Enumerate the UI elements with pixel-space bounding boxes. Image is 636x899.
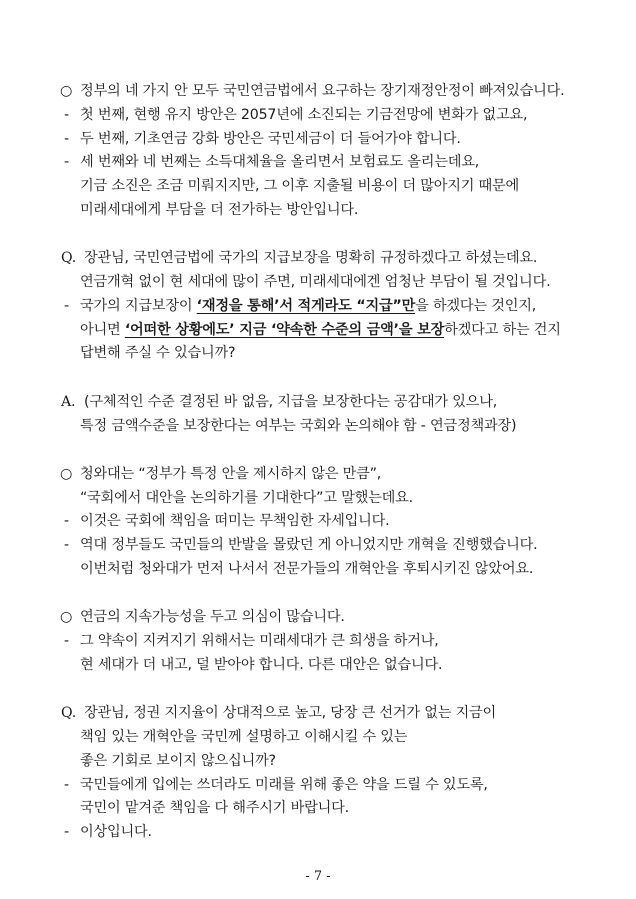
text-line <box>0 487 636 511</box>
line-text <box>80 271 550 295</box>
text-line <box>0 295 636 319</box>
dash-marker: - <box>64 106 69 123</box>
text-segment: 역대 정부들도 국민들의 반발을 몰랐던 게 아니었지만 개혁을 진행했습니다. <box>80 537 538 554</box>
text-line <box>0 199 636 223</box>
text-line <box>0 271 636 295</box>
text-segment: 두 번째, 기초연금 강화 방안은 국민세금이 더 들어가야 합니다. <box>80 130 461 147</box>
line-text <box>80 199 358 223</box>
text-segment: 이상입니다. <box>80 824 152 841</box>
text-line <box>0 415 636 439</box>
text-line <box>0 463 636 487</box>
dash-marker: - <box>64 130 69 147</box>
page-number: - 7 - <box>305 869 331 884</box>
text-segment: 국민들에게 입에는 쓰더라도 미래를 위해 좋은 약을 드릴 수 있도록, <box>80 776 488 793</box>
line-text <box>80 606 345 630</box>
text-segment: 하겠다고 하는 건지 <box>444 321 561 338</box>
text-line <box>0 821 636 845</box>
text-segment: 기금 소진은 조금 미뤄지지만, 그 이후 지출될 비용이 더 많아지기 때문에 <box>80 178 520 195</box>
text-line <box>0 510 636 534</box>
text-segment: 연금의 지속가능성을 두고 의심이 많습니다. <box>80 609 345 626</box>
text-line <box>0 175 636 199</box>
dash-marker: - <box>64 513 69 530</box>
line-text <box>80 558 533 582</box>
bullet-circle-icon: ○ <box>60 83 73 99</box>
emphasized-text: ‘어떠한 상황에도’ 지금 ‘약속한 수준의 금액’을 보장 <box>124 321 445 338</box>
line-text <box>80 463 381 487</box>
line-text <box>80 797 349 821</box>
text-segment: 정부의 네 가지 안 모두 국민연금법에서 요구하는 장기재정안정이 빠져있습니다. <box>80 83 565 99</box>
line-text <box>84 391 497 415</box>
line-text <box>80 750 276 774</box>
emphasized-text: ‘재정을 통해’서 적게라도 “지급”만 <box>196 297 416 314</box>
dash-marker: - <box>64 776 69 793</box>
line-text <box>84 702 496 726</box>
dash-marker: - <box>64 633 69 650</box>
text-segment: 첫 번째, 현행 유지 방안은 2057년에 소진되는 기금전망에 변화가 없고요, <box>80 106 528 123</box>
line-text <box>80 151 479 175</box>
line-text <box>80 80 564 104</box>
line-text <box>80 175 519 199</box>
text-line <box>0 774 636 798</box>
text-segment: “국회에서 대안을 논의하기를 기대한다”고 말했는데요. <box>80 489 413 506</box>
line-text <box>80 104 527 128</box>
text-segment: 세 번째와 네 번째는 소득대체율을 올리면서 보험료도 올리는데요, <box>80 154 480 171</box>
a-marker: A. <box>61 393 76 410</box>
paragraph-block <box>0 463 636 582</box>
text-segment: 아니면 <box>80 321 125 338</box>
text-segment: 장관님, 정권 지지율이 상대적으로 높고, 당장 큰 선거가 없는 지금이 <box>84 705 497 722</box>
line-text <box>80 487 413 511</box>
text-line <box>0 606 636 630</box>
text-line <box>0 702 636 726</box>
text-segment: 을 하겠다는 것인지, <box>415 297 537 314</box>
text-line <box>0 104 636 128</box>
text-line <box>0 80 636 104</box>
line-text <box>80 534 537 558</box>
line-text <box>80 295 536 319</box>
text-segment: 책임 있는 개혁안을 국민께 설명하고 이해시킬 수 있는 <box>80 729 408 746</box>
line-text <box>84 247 537 271</box>
text-segment: 연금개혁 없이 현 세대에 많이 주면, 미래세대에겐 엄청난 부담이 될 것입니다. <box>80 274 551 291</box>
paragraph-block <box>0 247 636 366</box>
text-segment: 좋은 기회로 보이지 않으십니까? <box>80 752 276 769</box>
text-line <box>0 654 636 678</box>
text-line <box>0 726 636 750</box>
text-segment: 국민이 맡겨준 책임을 다 해주시기 바랍니다. <box>80 800 349 817</box>
text-line <box>0 128 636 152</box>
line-text <box>80 128 461 152</box>
line-text <box>80 654 442 678</box>
line-text <box>80 726 407 750</box>
text-line <box>0 391 636 415</box>
dash-marker: - <box>64 537 69 554</box>
text-line <box>0 342 636 366</box>
line-text <box>80 510 389 534</box>
text-segment: 특정 금액수준을 보장한다는 여부는 국회와 논의해야 함 - 연금정책과장) <box>80 417 517 434</box>
text-line <box>0 558 636 582</box>
document-body <box>0 80 636 870</box>
text-segment: 이번처럼 청와대가 먼저 나서서 전문가들의 개혁안을 후퇴시키진 않았어요. <box>80 561 534 578</box>
line-text <box>80 630 439 654</box>
text-line <box>0 797 636 821</box>
text-line <box>0 247 636 271</box>
q-marker: Q. <box>61 705 77 722</box>
dash-marker: - <box>64 297 69 314</box>
text-line <box>0 151 636 175</box>
paragraph-block <box>0 606 636 677</box>
line-text <box>80 821 152 845</box>
line-text <box>80 342 235 366</box>
paragraph-block <box>0 391 636 439</box>
bullet-circle-icon: ○ <box>60 609 73 626</box>
bullet-circle-icon: ○ <box>60 465 73 482</box>
text-segment: 이것은 국회에 책임을 떠미는 무책임한 자세입니다. <box>80 513 390 530</box>
dash-marker: - <box>64 154 69 171</box>
dash-marker: - <box>64 824 69 841</box>
paragraph-block <box>0 702 636 845</box>
text-segment: 미래세대에게 부담을 더 전가하는 방안입니다. <box>80 201 359 218</box>
text-line <box>0 534 636 558</box>
line-text <box>80 415 516 439</box>
text-segment: (구체적인 수준 결정된 바 없음, 지급을 보장한다는 공감대가 있으나, <box>84 393 498 410</box>
text-line <box>0 319 636 343</box>
q-marker: Q. <box>61 250 77 267</box>
text-line <box>0 750 636 774</box>
line-text <box>80 319 561 343</box>
text-segment: 그 약속이 지켜지기 위해서는 미래세대가 큰 희생을 하거나, <box>80 633 439 650</box>
text-line <box>0 630 636 654</box>
text-segment: 현 세대가 더 내고, 덜 받아야 합니다. 다른 대안은 없습니다. <box>80 656 443 673</box>
text-segment: 장관님, 국민연금법에 국가의 지급보장을 명확히 규정하겠다고 하셨는데요. <box>84 250 538 267</box>
paragraph-block <box>0 80 636 223</box>
text-segment: 국가의 지급보장이 <box>80 297 197 314</box>
text-segment: 청와대는 “정부가 특정 안을 제시하지 않은 만큼”, <box>80 465 382 482</box>
text-segment: 답변해 주실 수 있습니까? <box>80 345 236 362</box>
line-text <box>80 774 488 798</box>
